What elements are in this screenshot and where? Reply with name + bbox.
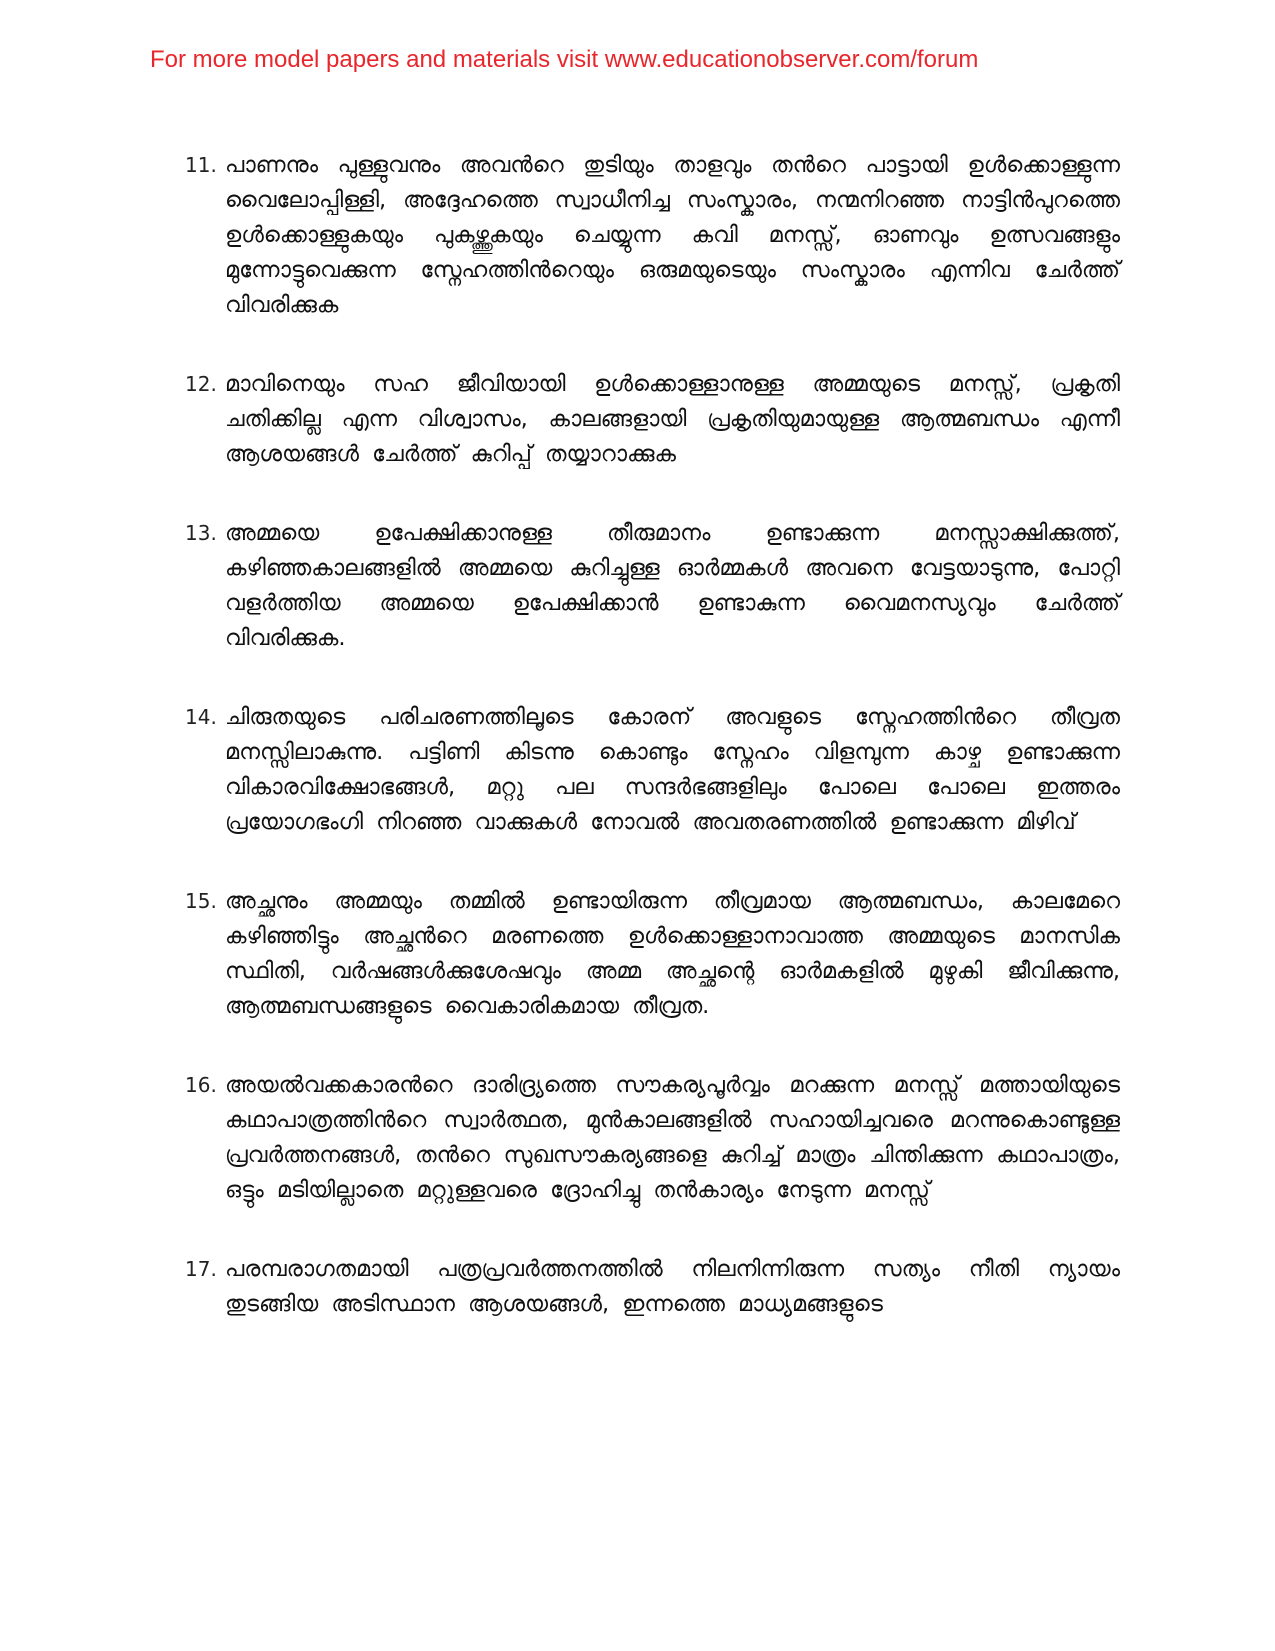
question-text: അച്ഛനും അമ്മയും തമ്മിൽ ഉണ്ടായിരുന്ന തീവ്രമായ ആത്മബന്ധം, കാലമേറെ കഴിഞ്ഞിട്ടും അച്ഛൻറെ മരണത്തെ ഉൾക്കൊള്ളാനാവാത്ത അമ്മയുടെ മാനസിക സ്ഥിതി, വർഷങ്ങൾക്കുശേഷവും അമ്മ അച്ഛന്റെ ഓർമകളിൽ മുഴുകി ജീവിക്കുന്നു, ആത്മബന്ധങ്ങളുടെ വൈകാരികമായ തീവ്രത. (225, 888, 1120, 1019)
question-item (185, 884, 1120, 1024)
question-number: 12. (185, 372, 217, 396)
question-item (185, 1252, 1120, 1322)
question-item (185, 700, 1120, 840)
question-number: 15. (185, 889, 217, 913)
question-text: പരമ്പരാഗതമായി പത്രപ്രവർത്തനത്തിൽ നിലനിന്നിരുന്ന സത്യം നീതി ന്യായം തുടങ്ങിയ അടിസ്ഥാന ആശയങ്ങൾ, ഇന്നത്തെ മാധ്യമങ്ങളുടെ (225, 1256, 1120, 1317)
question-item (185, 1068, 1120, 1208)
question-text: പാണനും പുള്ളുവനും അവൻറെ തുടിയും താളവും തൻറെ പാട്ടായി ഉൾക്കൊള്ളുന്ന വൈലോപ്പിള്ളി, അദ്ദേഹത്തെ സ്വാധീനിച്ച സംസ്കാരം, നന്മനിറഞ്ഞ നാട്ടിൻപുറത്തെ ഉൾക്കൊള്ളുകയും പുകഴ്ത്തുകയും ചെയ്യുന്ന കവി മനസ്സ്, ഓണവും ഉത്സവങ്ങളും മുന്നോട്ടുവെക്കുന്ന സ്നേഹത്തിൻറെയും ഒരുമയുടെയും സംസ്കാരം എന്നിവ ചേർത്ത് വിവരിക്കുക (225, 152, 1120, 318)
header-forum-link[interactable]: For more model papers and materials visit www.educationobserver.com/forum (150, 46, 979, 73)
question-text: അമ്മയെ ഉപേക്ഷിക്കാനുള്ള തീരുമാനം ഉണ്ടാക്കുന്ന മനസ്സാക്ഷിക്കുത്ത്, കഴിഞ്ഞകാലങ്ങളിൽ അമ്മയെ കുറിച്ചുള്ള ഓർമ്മകൾ അവനെ വേട്ടയാടുന്നു, പോറ്റി വളർത്തിയ അമ്മയെ ഉപേക്ഷിക്കാൻ ഉണ്ടാകുന്ന വൈമനസ്യവും ചേർത്ത് വിവരിക്കുക. (225, 520, 1120, 651)
question-number: 11. (185, 153, 217, 177)
question-text: ചിരുതയുടെ പരിചരണത്തിലൂടെ കോരന് അവളുടെ സ്നേഹത്തിൻറെ തീവ്രത മനസ്സിലാകുന്നു. പട്ടിണി കിടന്നു കൊണ്ടും സ്നേഹം വിളമ്പുന്ന കാഴ്ച ഉണ്ടാക്കുന്ന വികാരവിക്ഷോഭങ്ങൾ, മറ്റു പല സന്ദർഭങ്ങളിലും പോലെ പോലെ ഇത്തരം പ്രയോഗഭംഗി നിറഞ്ഞ വാക്കുകൾ നോവൽ അവതരണത്തിൽ ഉണ്ടാക്കുന്ന മിഴിവ് (225, 704, 1120, 835)
question-number: 16. (185, 1073, 217, 1097)
question-item (185, 367, 1120, 472)
question-text: അയൽവക്കകാരൻറെ ദാരിദ്ര്യത്തെ സൗകര്യപൂർവ്വം മറക്കുന്ന മനസ്സ് മത്തായിയുടെ കഥാപാത്രത്തിൻറെ സ്വാർത്ഥത, മുൻകാലങ്ങളിൽ സഹായിച്ചവരെ മറന്നുകൊണ്ടുള്ള പ്രവർത്തനങ്ങൾ, തൻറെ സുഖസൗകര്യങ്ങളെ കുറിച്ച് മാത്രം ചിന്തിക്കുന്ന കഥാപാത്രം, ഒട്ടും മടിയില്ലാതെ മറ്റുള്ളവരെ ദ്രോഹിച്ചു തൻകാര്യം നേടുന്ന മനസ്സ് (225, 1072, 1120, 1203)
question-text: മാവിനെയും സഹ ജീവിയായി ഉൾക്കൊള്ളാനുള്ള അമ്മയുടെ മനസ്സ്, പ്രകൃതി ചതിക്കില്ല എന്ന വിശ്വാസം, കാലങ്ങളായി പ്രകൃതിയുമായുള്ള ആത്മബന്ധം എന്നീ ആശയങ്ങൾ ചേർത്ത് കുറിപ്പ് തയ്യാറാക്കുക (225, 371, 1120, 467)
question-item (185, 516, 1120, 656)
question-list (185, 148, 1120, 1366)
question-number: 17. (185, 1257, 217, 1281)
question-number: 14. (185, 705, 217, 729)
question-item (185, 148, 1120, 323)
question-number: 13. (185, 521, 217, 545)
